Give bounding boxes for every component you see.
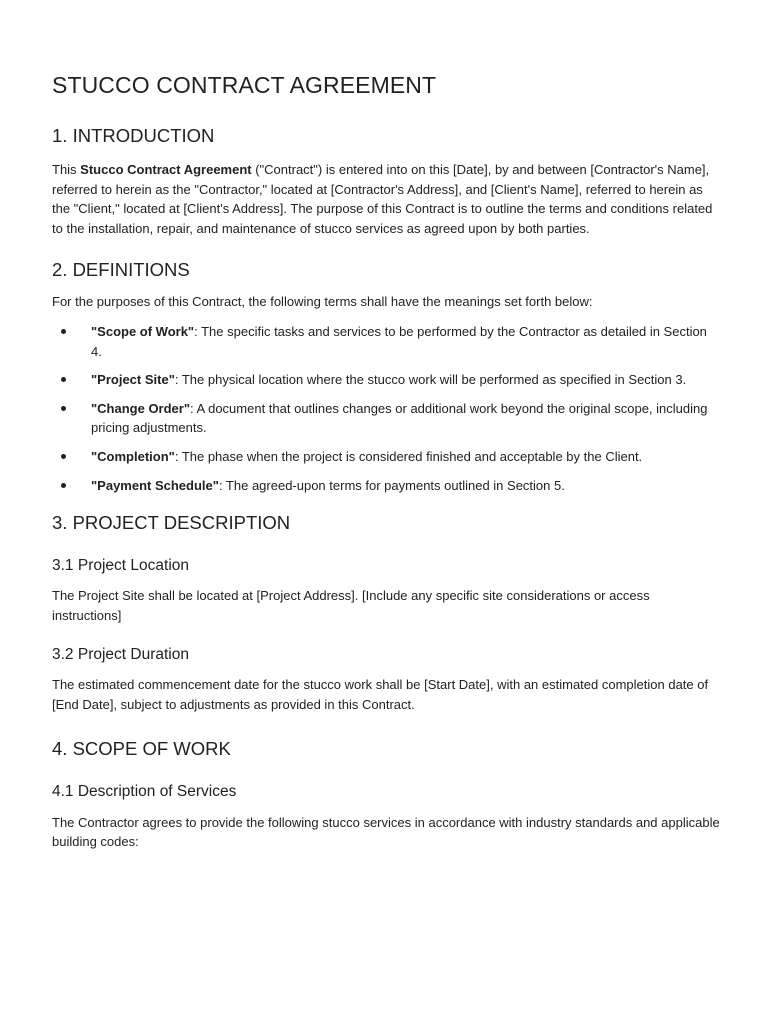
- agreement-name: Stucco Contract Agreement: [80, 162, 252, 177]
- subsection-heading-project-location: 3.1 Project Location: [52, 557, 190, 575]
- definition-item: [52, 322, 720, 361]
- section-heading-definitions: 2. DEFINITIONS: [52, 259, 190, 281]
- introduction-body: ("Contract") is entered into on this [Date], by and between [Contractor's Name], referred to herein as the "Contractor," located at [Contractor's Address], and [Client's Name], referred to herein as the "Client," located at [Client's Address]. The purpose of this Contract is to outline the terms and conditions related to the installation, repair, and maintenance of stucco services as agreed upon by both parties.: [52, 162, 713, 236]
- definition-text: : The specific tasks and services to be performed by the Contractor as detailed in Section 4.: [91, 323, 707, 359]
- document-body: [52, 70, 720, 852]
- document-title: STUCCO CONTRACT AGREEMENT: [52, 72, 437, 98]
- bullet-icon: [61, 483, 66, 488]
- subsection-heading-description-of-services: 4.1 Description of Services: [52, 782, 237, 800]
- definitions-list: [52, 322, 720, 495]
- section-heading-scope-of-work: 4. SCOPE OF WORK: [52, 737, 231, 759]
- definition-term: "Change Order": [91, 400, 191, 416]
- definition-term: "Scope of Work": [91, 323, 195, 339]
- definition-text: : The phase when the project is considered finished and acceptable by the Client.: [174, 448, 643, 464]
- bullet-icon: [61, 454, 66, 459]
- bullet-icon: [61, 377, 66, 382]
- definition-term: "Payment Schedule": [91, 477, 219, 493]
- project-location-text: The Project Site shall be located at [Project Address]. [Include any specific site considerations or access instructions]: [52, 588, 650, 623]
- bullet-icon: [61, 406, 66, 411]
- bullet-icon: [61, 329, 66, 334]
- subsection-heading-project-duration: 3.2 Project Duration: [52, 646, 189, 664]
- description-of-services-text: The Contractor agrees to provide the following stucco services in accordance with industry standards and applicable building codes:: [52, 814, 720, 850]
- definition-text: : A document that outlines changes or additional work beyond the original scope, including pricing adjustments.: [91, 400, 708, 436]
- definition-item: [52, 447, 720, 467]
- section-heading-introduction: 1. INTRODUCTION: [52, 125, 215, 146]
- definition-text: : The agreed-upon terms for payments outlined in Section 5.: [218, 477, 565, 493]
- section-heading-project-description: 3. PROJECT DESCRIPTION: [52, 512, 291, 534]
- introduction-prefix: This: [52, 162, 81, 177]
- definition-item: [52, 399, 720, 438]
- definition-term: "Completion": [91, 448, 175, 464]
- introduction-paragraph: [52, 160, 720, 238]
- definition-term: "Project Site": [91, 372, 175, 388]
- definition-item: [52, 476, 720, 496]
- definition-text: : The physical location where the stucco work will be performed as specified in Section 3.: [174, 372, 687, 388]
- project-duration-text: The estimated commencement date for the stucco work shall be [Start Date], with an estimated completion date of [End Date], subject to adjustments as provided in this Contract.: [52, 677, 709, 712]
- definitions-lead: For the purposes of this Contract, the following terms shall have the meanings set forth below:: [52, 294, 593, 310]
- definition-item: [52, 370, 720, 390]
